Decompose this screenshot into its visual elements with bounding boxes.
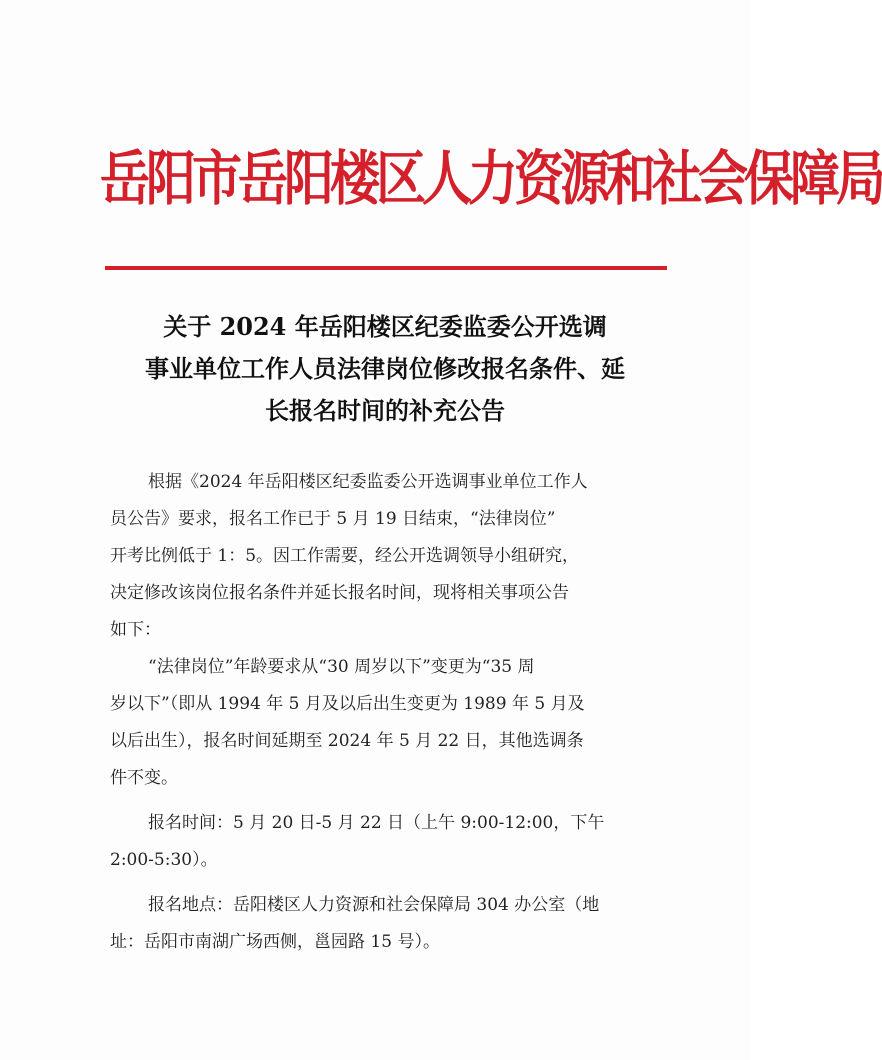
- body-line: 岁以下”（即从 1994 年 5 月及以后出生变更为 1989 年 5 月及: [110, 694, 585, 714]
- body-line: 报名地点：岳阳楼区人力资源和社会保障局 304 办公室（地: [148, 895, 600, 915]
- body-line: 根据《2024 年岳阳楼区纪委监委公开选调事业单位工作人: [148, 472, 588, 492]
- letterhead-red-rule: [105, 266, 667, 270]
- body-line: 以后出生），报名时间延期至 2024 年 5 月 22 日，其他选调条: [110, 731, 584, 751]
- body-line: 开考比例低于 1：5。因工作需要，经公开选调领导小组研究，: [110, 546, 580, 566]
- notice-title-line: 长报名时间的补充公告: [265, 396, 505, 425]
- body-line: 报名时间：5 月 20 日-5 月 22 日（上午 9:00-12:00，下午: [148, 813, 605, 833]
- body-line: 员公告》要求，报名工作已于 5 月 19 日结束，“法律岗位”: [110, 509, 556, 529]
- body-line: 2:00-5:30）。: [110, 850, 218, 870]
- notice-title: [100, 306, 670, 432]
- body-line: 决定修改该岗位报名条件并延长报名时间，现将相关事项公告: [110, 583, 569, 603]
- body-line: 址：岳阳市南湖广场西侧，邕园路 15 号）。: [110, 932, 440, 952]
- notice-title-line: 事业单位工作人员法律岗位修改报名条件、延: [145, 354, 625, 383]
- notice-title-line: 关于 2024 年岳阳楼区纪委监委公开选调: [163, 312, 607, 341]
- body-line: 件不变。: [110, 768, 178, 788]
- body-line: “法律岗位”年龄要求从“30 周岁以下”变更为“35 周: [148, 657, 535, 677]
- notice-body: [110, 464, 670, 961]
- body-line: 如下：: [110, 620, 161, 640]
- letterhead-title: 岳阳市岳阳楼区人力资源和社会保障局: [100, 144, 882, 214]
